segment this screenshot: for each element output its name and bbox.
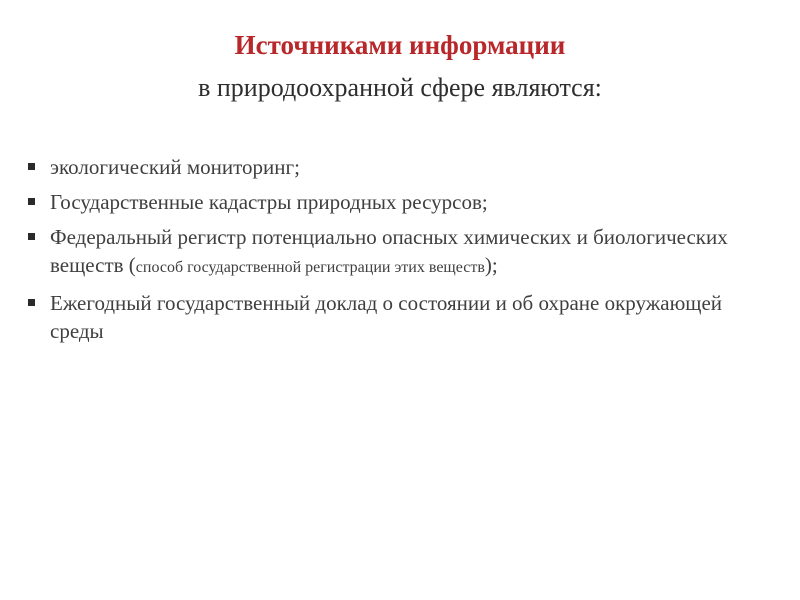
square-bullet-icon (28, 233, 35, 240)
bullet-item-register (28, 223, 768, 282)
square-bullet-icon (28, 163, 35, 170)
bullet-list (28, 153, 768, 352)
square-bullet-icon (28, 299, 35, 306)
bullet-text: Ежегодный государственный доклад о состоянии и об охране окружающей среды (50, 291, 722, 343)
slide-title: Источниками информации (234, 30, 566, 60)
bullet-item-report (28, 289, 768, 345)
bullet-note: способ государственной регистрации этих веществ (135, 259, 485, 276)
bullet-item-cadastres (28, 188, 768, 216)
bullet-text-end: ); (484, 253, 498, 277)
bullet-text: Федеральный регистр потенциально опасных химических и биологических веществ ( (50, 225, 728, 277)
bullet-text: экологический мониторинг; (50, 155, 300, 179)
slide-subtitle: в природоохранной сфере являются: (198, 73, 602, 102)
bullet-item-monitoring (28, 153, 768, 181)
bullet-text: Государственные кадастры природных ресурсов; (50, 190, 488, 214)
square-bullet-icon (28, 198, 35, 205)
